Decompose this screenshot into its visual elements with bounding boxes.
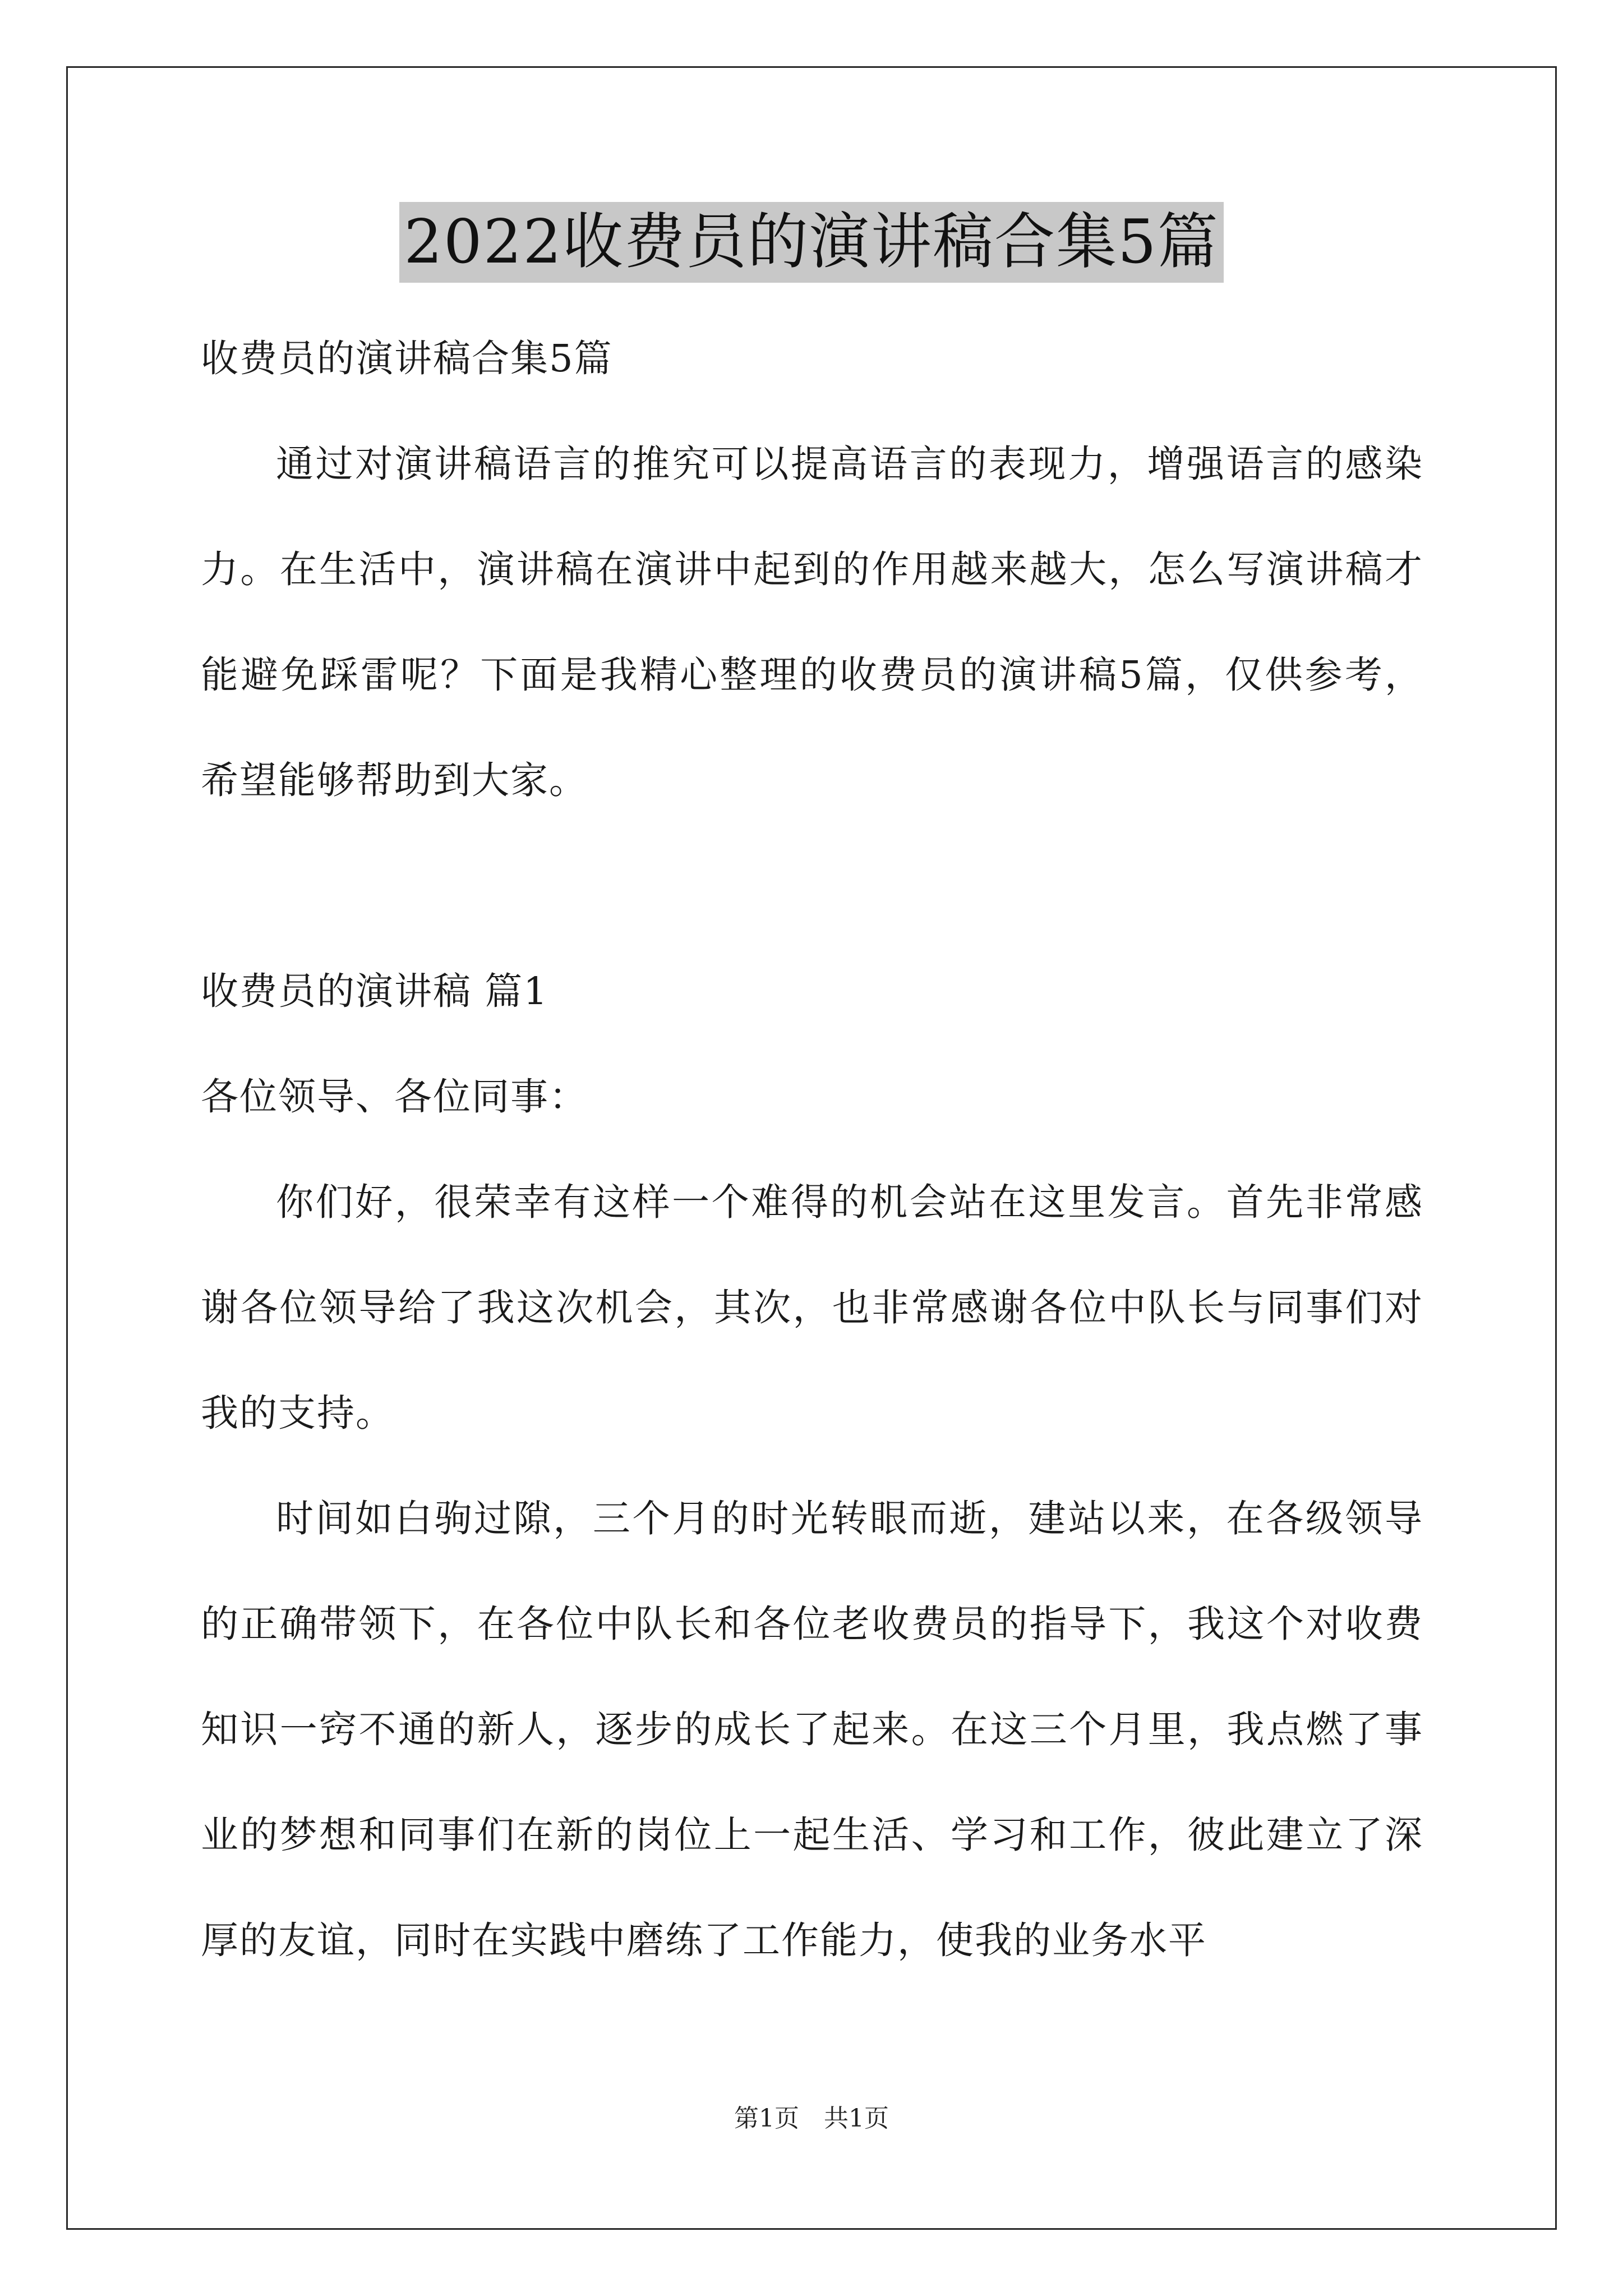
body-paragraph-2: 时间如白驹过隙，三个月的时光转眼而逝，建站以来，在各级领导的正确带领下，在各位中队长和各位老收费员的指导下，我这个对收费知识一窍不通的新人，逐步的成长了起来。在这三个月里，我点燃了事业的梦想和同事们在新的岗位上一起生活、学习和工作，彼此建立了深厚的友谊，同时在实践中磨练了工作能力，使我的业务水平 [201,1497,1423,1962]
document-subtitle: 收费员的演讲稿合集5篇 [201,337,613,380]
document-title: 2022收费员的演讲稿合集5篇 [399,202,1224,283]
page-footer: 第1页 共1页 [734,2104,889,2133]
section-heading: 收费员的演讲稿 篇1 [201,969,548,1013]
intro-paragraph: 通过对演讲稿语言的推究可以提高语言的表现力，增强语言的感染力。在生活中，演讲稿在演讲中起到的作用越来越大，怎么写演讲稿才能避免踩雷呢？下面是我精心整理的收费员的演讲稿5篇，仅供参考，希望能够帮助到大家。 [201,442,1423,802]
salutation: 各位领导、各位同事： [201,1075,588,1119]
title-container [0,202,1623,283]
document-body [201,306,1423,1993]
spacer [201,833,1423,938]
body-paragraph-1: 你们好，很荣幸有这样一个难得的机会站在这里发言。首先非常感谢各位领导给了我这次机会，其次，也非常感谢各位中队长与同事们对我的支持。 [201,1180,1423,1435]
